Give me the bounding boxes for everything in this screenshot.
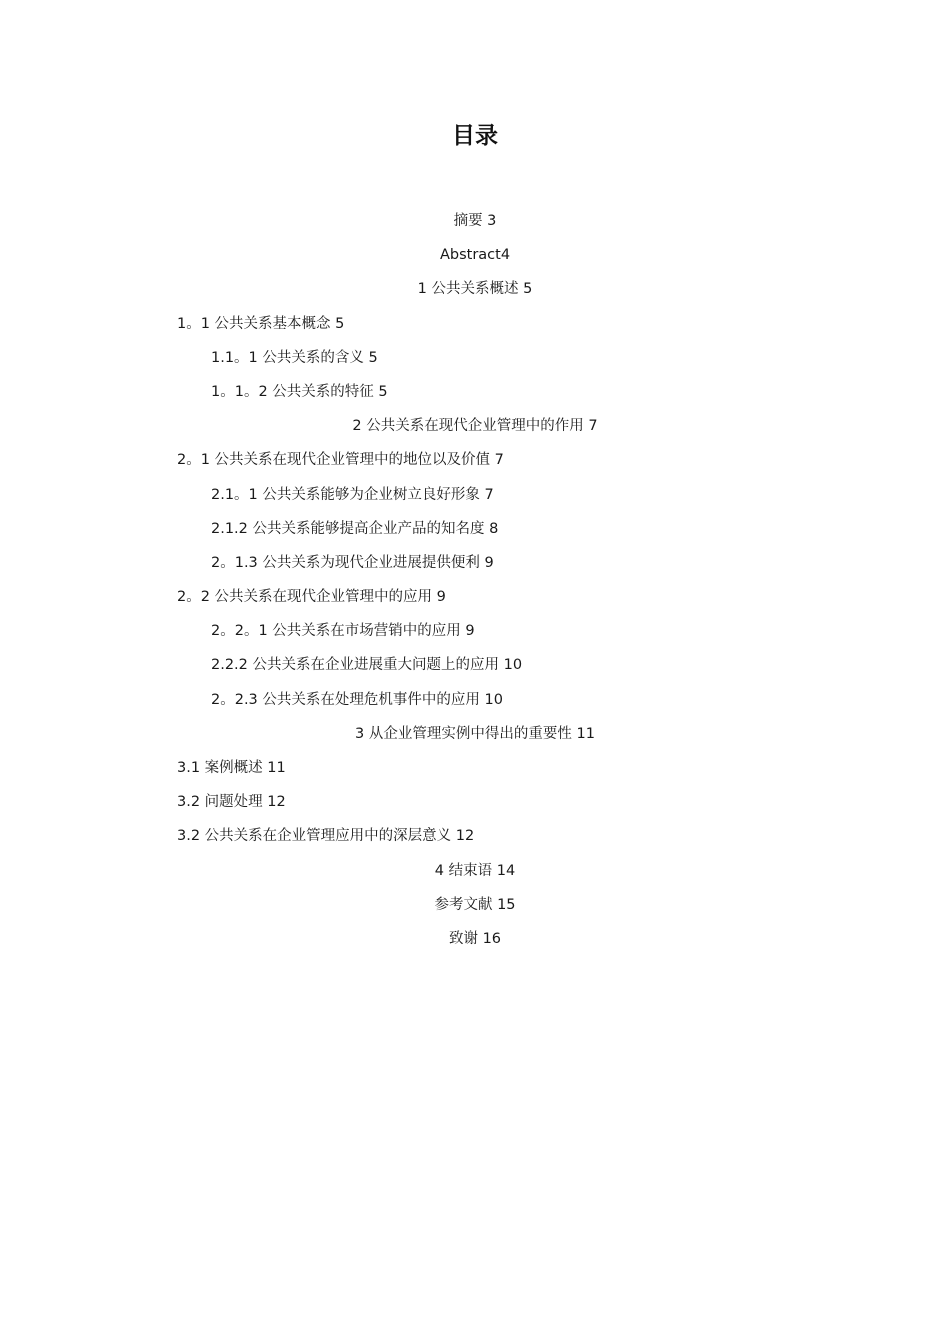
toc-list xyxy=(0,204,950,956)
toc-entry-subsection-1-1-1[interactable]: 1.1。1 公共关系的含义 5 xyxy=(211,349,378,366)
toc-entry-section-3-2[interactable]: 3.2 问题处理 12 xyxy=(177,794,286,811)
toc-entry-subsection-2-1-1[interactable]: 2.1。1 公共关系能够为企业树立良好形象 7 xyxy=(211,486,494,503)
toc-entry-subsection-2-1-2[interactable]: 2.1.2 公共关系能够提高企业产品的知名度 8 xyxy=(211,520,499,537)
toc-entry-section-2-2[interactable]: 2。2 公共关系在现代企业管理中的应用 9 xyxy=(177,589,446,606)
toc-entry-section-3-1[interactable]: 3.1 案例概述 11 xyxy=(177,760,286,776)
toc-entry-chapter-4[interactable]: 4 结束语 14 xyxy=(434,862,516,879)
toc-entry-section-1-1[interactable]: 1。1 公共关系基本概念 5 xyxy=(177,315,345,332)
toc-entry-section-3-2-deep[interactable]: 3.2 公共关系在企业管理应用中的深层意义 12 xyxy=(177,828,475,845)
toc-entry-subsection-2-2-1[interactable]: 2。2。1 公共关系在市场营销中的应用 9 xyxy=(211,623,475,640)
toc-entry-subsection-2-2-2[interactable]: 2.2.2 公共关系在企业进展重大问题上的应用 10 xyxy=(211,657,523,674)
toc-entry-subsection-1-1-2[interactable]: 1。1。2 公共关系的特征 5 xyxy=(211,383,388,400)
toc-entry-abstract-cn[interactable]: 摘要 3 xyxy=(453,213,497,229)
toc-entry-chapter-1[interactable]: 1 公共关系概述 5 xyxy=(417,281,533,298)
toc-entry-subsection-2-2-3[interactable]: 2。2.3 公共关系在处理危机事件中的应用 10 xyxy=(211,691,503,708)
toc-entry-chapter-2[interactable]: 2 公共关系在现代企业管理中的作用 7 xyxy=(352,418,598,435)
toc-entry-references[interactable]: 参考文献 15 xyxy=(434,896,516,913)
toc-entry-subsection-2-1-3[interactable]: 2。1.3 公共关系为现代企业进展提供便利 9 xyxy=(211,554,494,571)
toc-entry-chapter-3[interactable]: 3 从企业管理实例中得出的重要性 11 xyxy=(355,725,595,742)
toc-entry-acknowledgements[interactable]: 致谢 16 xyxy=(448,930,502,947)
toc-entry-section-2-1[interactable]: 2。1 公共关系在现代企业管理中的地位以及价值 7 xyxy=(177,452,504,469)
toc-entry-abstract-en[interactable]: Abstract4 xyxy=(439,247,511,264)
toc-title: 目录 xyxy=(452,123,498,149)
